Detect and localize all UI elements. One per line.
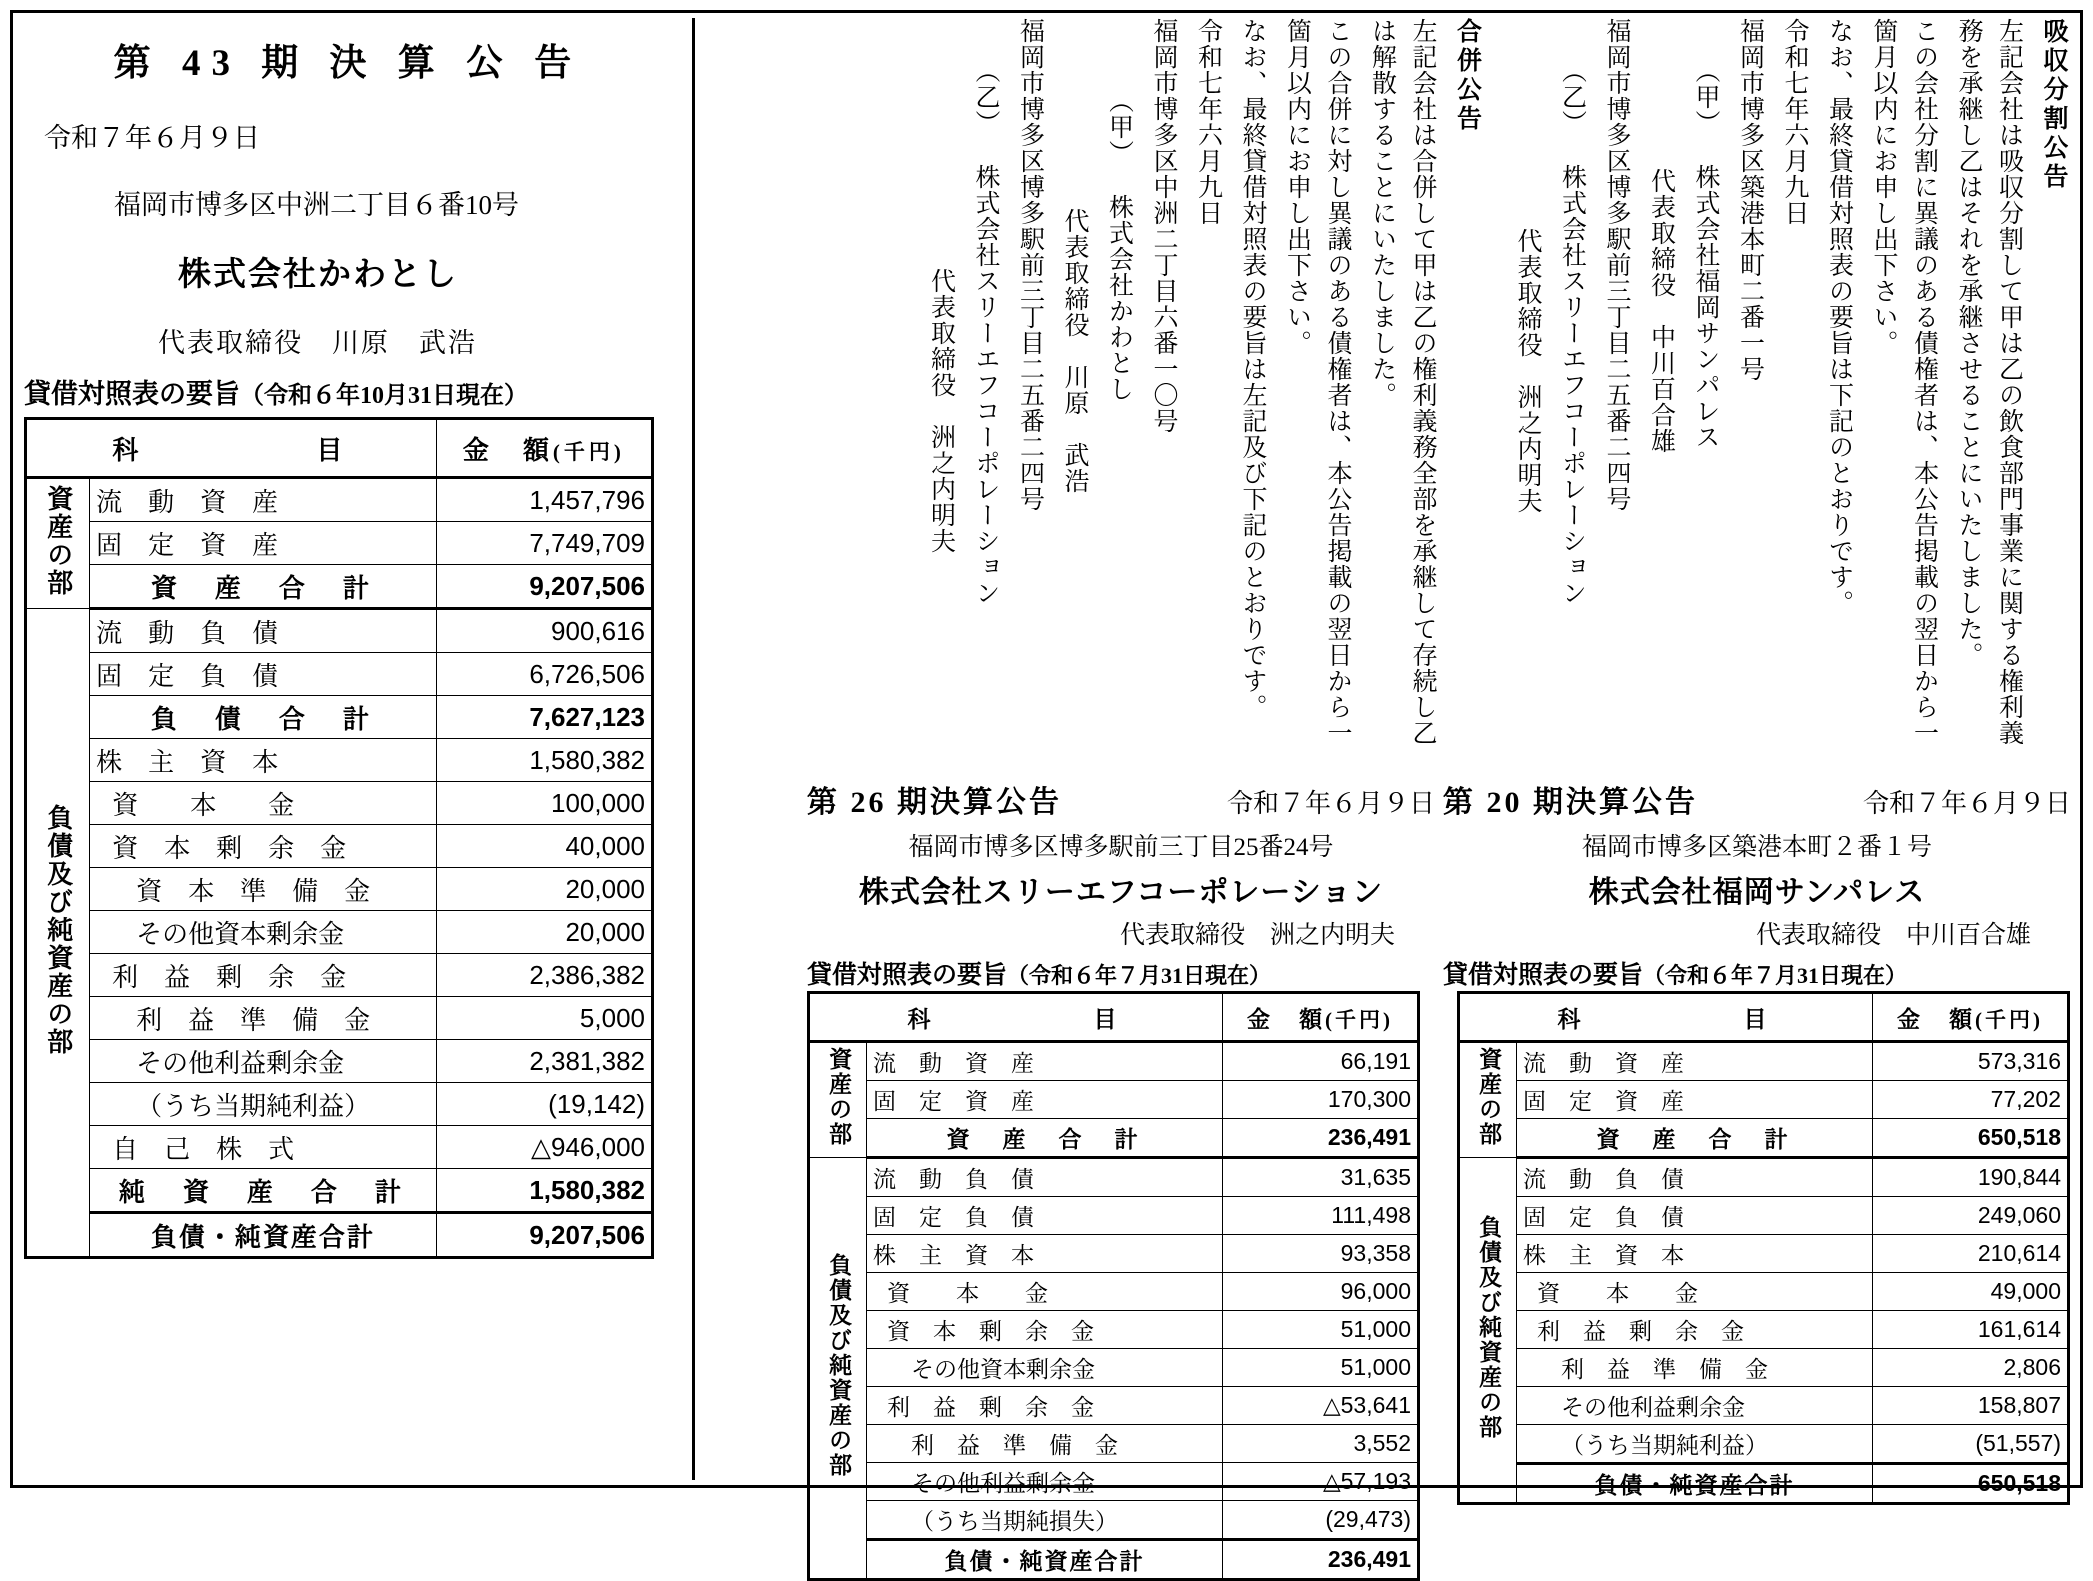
row-amount: 1,580,382 bbox=[436, 739, 652, 782]
table-row bbox=[26, 825, 653, 868]
announcement-date: 令和７年６月９日 bbox=[44, 123, 260, 153]
row-item: 固 定 資 産 bbox=[1517, 1081, 1873, 1119]
merger-notice-body3: なお、最終貸借対照表の要旨は左記及び下記のとおりです。 bbox=[1239, 18, 1266, 720]
row-amount: 2,381,382 bbox=[436, 1040, 652, 1083]
row-item: 固 定 負 債 bbox=[867, 1197, 1223, 1235]
table-row bbox=[1459, 1081, 2069, 1119]
split-notice-body1: 左記会社は吸収分割して甲は乙の飲食部門事業に関する権利義務を承継し乙はそれを承継させることにいたしました。 bbox=[1955, 18, 2023, 746]
merger-notice-heading-col bbox=[1444, 18, 1489, 753]
split-notice-body2: この会社分割に異議のある債権者は、本公告掲載の翌日から一箇月以内にお申し出下さい。 bbox=[1870, 18, 1938, 746]
merger-party-b-name: 株式会社スリーエフコーポレーション bbox=[972, 164, 999, 606]
row-item: 株 主 資 本 bbox=[867, 1235, 1223, 1273]
table-header-row bbox=[809, 993, 1419, 1042]
row-amount: 210,614 bbox=[1873, 1235, 2069, 1273]
split-notice-heading-col bbox=[2031, 18, 2076, 753]
row-item: 負債・純資産合計 bbox=[90, 1213, 437, 1258]
report-date: 令和７年６月９日 bbox=[1862, 789, 2071, 818]
bottom-reports bbox=[709, 777, 2075, 1581]
report-bs-date: （令和６年７月31日現在） bbox=[1643, 963, 1908, 988]
row-item: 流 動 資 産 bbox=[1517, 1042, 1873, 1081]
merger-party-b-rep: 代表取締役 洲之内明夫 bbox=[927, 268, 955, 554]
row-item: 流 動 資 産 bbox=[90, 478, 437, 522]
merger-party-b-address: 福岡市博多区博多駅前三丁目二五番二四号 bbox=[1016, 18, 1044, 512]
row-amount: 161,614 bbox=[1873, 1311, 2069, 1349]
row-item: 株 主 資 本 bbox=[1517, 1235, 1873, 1273]
merger-notice-body1: 左記会社は合併して甲は乙の権利義務全部を承継して存続し乙は解散することにいたしました。 bbox=[1368, 18, 1436, 746]
merger-notice-party-a-addr-col bbox=[1141, 18, 1186, 753]
row-amount: 249,060 bbox=[1873, 1197, 2069, 1235]
merger-notice-date-col bbox=[1185, 18, 1230, 753]
row-amount: 190,844 bbox=[1873, 1158, 2069, 1197]
report-representative: 代表取締役 中川百合雄 bbox=[1755, 922, 2031, 949]
table-row bbox=[1459, 1425, 2069, 1464]
table-row-total bbox=[26, 696, 653, 739]
split-notice-date-col bbox=[1772, 18, 1817, 753]
row-amount: (51,557) bbox=[1873, 1425, 2069, 1464]
split-notice-party-a-col bbox=[1683, 18, 1728, 793]
split-notice-body-col3 bbox=[1816, 18, 1861, 753]
report-company: 株式会社福岡サンパレス bbox=[1588, 876, 1926, 909]
row-item: 負 債 合 計 bbox=[90, 696, 437, 739]
balance-sheet-table-left bbox=[24, 417, 654, 1259]
row-item: その他利益剰余金 bbox=[90, 1040, 437, 1083]
merger-notice-date: 令和七年六月九日 bbox=[1194, 18, 1222, 226]
section-assets: 資産の部 bbox=[1459, 1042, 1517, 1158]
table-row-total bbox=[26, 565, 653, 609]
header-amount-text: 金 額 bbox=[1247, 1006, 1325, 1032]
table-row bbox=[26, 782, 653, 825]
split-party-b-rep: 代表取締役 洲之内明夫 bbox=[1514, 228, 1541, 514]
row-amount: 1,457,796 bbox=[436, 478, 652, 522]
row-item: 純 資 産 合 計 bbox=[90, 1169, 437, 1213]
table-row bbox=[26, 911, 653, 954]
balance-sheet-date: （令和６年10月31日現在） bbox=[240, 383, 528, 409]
table-row bbox=[1459, 1311, 2069, 1349]
row-amount: 96,000 bbox=[1223, 1273, 1419, 1311]
row-item: 資 産 合 計 bbox=[1517, 1119, 1873, 1158]
row-amount: △53,641 bbox=[1223, 1387, 1419, 1425]
row-item: 固 定 資 産 bbox=[90, 522, 437, 565]
balance-sheet-table-right bbox=[1457, 991, 2070, 1505]
row-amount: 2,386,382 bbox=[436, 954, 652, 997]
row-item: （うち当期純利益） bbox=[90, 1083, 437, 1126]
split-party-a-address: 福岡市博多区築港本町二番一号 bbox=[1736, 18, 1764, 382]
report-title: 第 26 期決算公告 bbox=[807, 786, 1062, 819]
merger-notice-party-b-addr-col bbox=[1007, 18, 1052, 753]
table-row bbox=[26, 997, 653, 1040]
merger-party-a-mark: （甲） bbox=[1105, 88, 1133, 166]
row-item: 資 本 金 bbox=[1517, 1273, 1873, 1311]
row-amount: 111,498 bbox=[1223, 1197, 1419, 1235]
row-item: 固 定 負 債 bbox=[1517, 1197, 1873, 1235]
header-item: 科 目 bbox=[809, 993, 1223, 1042]
row-amount: 40,000 bbox=[436, 825, 652, 868]
row-amount: △57,193 bbox=[1223, 1463, 1419, 1501]
report-bs-title-text: 貸借対照表の要旨 bbox=[807, 962, 1008, 989]
split-party-b-address: 福岡市博多区博多駅前三丁目二五番二四号 bbox=[1603, 18, 1630, 512]
table-row bbox=[809, 1387, 1419, 1425]
row-amount: 93,358 bbox=[1223, 1235, 1419, 1273]
split-notice-body-col2 bbox=[1861, 18, 1946, 753]
row-amount: 66,191 bbox=[1223, 1042, 1419, 1081]
header-amount bbox=[436, 419, 652, 478]
table-row bbox=[1459, 1387, 2069, 1425]
table-row bbox=[26, 653, 653, 696]
section-liabilities: 負債及び純資産の部 bbox=[809, 1158, 867, 1580]
row-item: 負債・純資産合計 bbox=[1517, 1464, 1873, 1504]
row-amount: 2,806 bbox=[1873, 1349, 2069, 1387]
table-row bbox=[26, 609, 653, 653]
header-amount-unit: (千円) bbox=[1325, 1007, 1393, 1032]
split-notice-party-b-addr-col bbox=[1594, 18, 1639, 753]
merger-notice-heading: 合併公告 bbox=[1453, 18, 1481, 134]
row-amount: 7,627,123 bbox=[436, 696, 652, 739]
table-row bbox=[1459, 1273, 2069, 1311]
row-item: 資 本 金 bbox=[867, 1273, 1223, 1311]
merger-party-a-rep: 代表取締役 川原 武浩 bbox=[1061, 208, 1088, 494]
row-item: 流 動 負 債 bbox=[867, 1158, 1223, 1197]
section-assets: 資産の部 bbox=[809, 1042, 867, 1158]
split-notice-body-col bbox=[1946, 18, 2031, 753]
row-item: 固 定 資 産 bbox=[867, 1081, 1223, 1119]
row-amount: 650,518 bbox=[1873, 1119, 2069, 1158]
row-item: 利 益 準 備 金 bbox=[867, 1425, 1223, 1463]
header-amount bbox=[1223, 993, 1419, 1042]
row-item: その他利益剰余金 bbox=[867, 1463, 1223, 1501]
split-party-b-mark: （乙） bbox=[1558, 58, 1586, 136]
report-company: 株式会社スリーエフコーポレーション bbox=[858, 876, 1384, 909]
row-amount: 5,000 bbox=[436, 997, 652, 1040]
row-item: 株 主 資 本 bbox=[90, 739, 437, 782]
report-header bbox=[807, 777, 1435, 821]
left-announcement bbox=[18, 18, 678, 1480]
row-amount: 7,749,709 bbox=[436, 522, 652, 565]
row-item: 資 産 合 計 bbox=[867, 1119, 1223, 1158]
row-amount: 51,000 bbox=[1223, 1349, 1419, 1387]
split-party-a-mark: （甲） bbox=[1692, 58, 1719, 136]
header-amount-text: 金 額 bbox=[1897, 1006, 1975, 1032]
row-amount: 49,000 bbox=[1873, 1273, 2069, 1311]
report-title: 第 20 期決算公告 bbox=[1443, 786, 1698, 819]
row-amount: 9,207,506 bbox=[436, 1213, 652, 1258]
row-amount: 236,491 bbox=[1223, 1119, 1419, 1158]
header-amount-unit: (千円) bbox=[1975, 1007, 2043, 1032]
report-address: 福岡市博多区築港本町２番１号 bbox=[1581, 834, 1932, 861]
row-item: 資 本 剰 余 金 bbox=[90, 825, 437, 868]
header-amount-text: 金 額 bbox=[462, 435, 553, 465]
row-amount: 77,202 bbox=[1873, 1081, 2069, 1119]
table-row bbox=[26, 1126, 653, 1169]
section-liabilities: 負債及び純資産の部 bbox=[26, 609, 90, 1258]
table-row-total bbox=[1459, 1119, 2069, 1158]
table-row bbox=[1459, 1349, 2069, 1387]
row-amount: 900,616 bbox=[436, 609, 652, 653]
report-address: 福岡市博多区博多駅前三丁目25番24号 bbox=[908, 834, 1334, 861]
row-item: 固 定 負 債 bbox=[90, 653, 437, 696]
row-item: 流 動 資 産 bbox=[867, 1042, 1223, 1081]
company-address: 福岡市博多区中洲二丁目６番10号 bbox=[114, 190, 519, 220]
row-amount: 650,518 bbox=[1873, 1464, 2069, 1504]
row-item: 資 本 剰 余 金 bbox=[867, 1311, 1223, 1349]
report-three-f-corporation bbox=[803, 777, 1439, 1581]
row-amount: 158,807 bbox=[1873, 1387, 2069, 1425]
row-item: （うち当期純損失） bbox=[867, 1501, 1223, 1540]
row-amount: 31,635 bbox=[1223, 1158, 1419, 1197]
table-row-total bbox=[26, 1169, 653, 1213]
row-amount: 3,552 bbox=[1223, 1425, 1419, 1463]
row-item: 資 本 準 備 金 bbox=[90, 868, 437, 911]
table-row bbox=[26, 522, 653, 565]
representative-name: 代表取締役 川原 武浩 bbox=[158, 328, 477, 358]
row-amount: 236,491 bbox=[1223, 1540, 1419, 1580]
merger-notice-party-b-col bbox=[963, 18, 1008, 793]
report-representative: 代表取締役 洲之内明夫 bbox=[1119, 922, 1395, 949]
table-row bbox=[26, 1083, 653, 1126]
row-amount: 6,726,506 bbox=[436, 653, 652, 696]
report-bs-title bbox=[807, 955, 1435, 991]
page-title: 第 43 期 決 算 公 告 bbox=[113, 43, 583, 84]
report-bs-date: （令和６年７月31日現在） bbox=[1007, 963, 1272, 988]
company-name: 株式会社かわとし bbox=[178, 257, 458, 293]
split-notice-party-a-addr-col bbox=[1727, 18, 1772, 753]
merger-notice-body-col2 bbox=[1274, 18, 1359, 753]
split-party-b-name: 株式会社スリーエフコーポレーション bbox=[1558, 164, 1586, 606]
table-row bbox=[1459, 1197, 2069, 1235]
split-party-a-name: 株式会社福岡サンパレス bbox=[1692, 164, 1719, 450]
table-row bbox=[809, 1311, 1419, 1349]
table-header-row bbox=[26, 419, 653, 478]
row-amount: (29,473) bbox=[1223, 1501, 1419, 1540]
row-amount: 20,000 bbox=[436, 868, 652, 911]
merger-notice bbox=[918, 18, 1489, 763]
section-assets: 資産の部 bbox=[26, 478, 90, 609]
row-amount: 573,316 bbox=[1873, 1042, 2069, 1081]
report-bs-title bbox=[1443, 955, 2071, 991]
table-row bbox=[1459, 1042, 2069, 1081]
row-item: （うち当期純利益） bbox=[1517, 1425, 1873, 1464]
absorption-split-notice bbox=[1505, 18, 2076, 763]
row-amount: 100,000 bbox=[436, 782, 652, 825]
row-item: 利 益 剰 余 金 bbox=[1517, 1311, 1873, 1349]
vertical-notices bbox=[709, 18, 2075, 763]
row-amount: 170,300 bbox=[1223, 1081, 1419, 1119]
row-amount: 1,580,382 bbox=[436, 1169, 652, 1213]
split-notice-body3: なお、最終貸借対照表の要旨は下記のとおりです。 bbox=[1825, 18, 1853, 616]
table-row bbox=[26, 1040, 653, 1083]
table-row-total bbox=[809, 1540, 1419, 1580]
row-amount: 20,000 bbox=[436, 911, 652, 954]
table-row bbox=[26, 868, 653, 911]
header-amount-unit: (千円) bbox=[552, 439, 625, 464]
row-item: その他利益剰余金 bbox=[1517, 1387, 1873, 1425]
row-amount: △946,000 bbox=[436, 1126, 652, 1169]
table-header-row bbox=[1459, 993, 2069, 1042]
split-notice-party-a-rep-col bbox=[1638, 18, 1683, 903]
table-row bbox=[809, 1425, 1419, 1463]
row-item: その他資本剰余金 bbox=[867, 1349, 1223, 1387]
vertical-divider bbox=[692, 18, 695, 1480]
report-date: 令和７年６月９日 bbox=[1226, 789, 1435, 818]
table-row-total bbox=[809, 1119, 1419, 1158]
row-amount: (19,142) bbox=[436, 1083, 652, 1126]
merger-party-b-mark: （乙） bbox=[972, 58, 999, 136]
row-item: 資 本 金 bbox=[90, 782, 437, 825]
report-header bbox=[1443, 777, 2071, 821]
table-row bbox=[809, 1349, 1419, 1387]
table-row bbox=[1459, 1158, 2069, 1197]
table-row bbox=[809, 1197, 1419, 1235]
report-bs-title-text: 貸借対照表の要旨 bbox=[1443, 962, 1644, 989]
balance-sheet-title bbox=[24, 372, 678, 411]
table-row-total bbox=[26, 1213, 653, 1258]
split-notice-heading: 吸収分割公告 bbox=[2040, 18, 2067, 192]
header-amount bbox=[1873, 993, 2069, 1042]
split-notice-party-b-col bbox=[1549, 18, 1594, 793]
merger-notice-body-col3 bbox=[1230, 18, 1275, 753]
row-item: 流 動 負 債 bbox=[1517, 1158, 1873, 1197]
table-row bbox=[809, 1273, 1419, 1311]
split-party-a-rep: 代表取締役 中川百合雄 bbox=[1647, 168, 1675, 454]
table-row bbox=[809, 1158, 1419, 1197]
balance-sheet-title-text: 貸借対照表の要旨 bbox=[24, 379, 240, 409]
row-amount: 9,207,506 bbox=[436, 565, 652, 609]
merger-notice-party-a-col bbox=[1096, 18, 1141, 823]
row-item: 利 益 剰 余 金 bbox=[90, 954, 437, 997]
table-row bbox=[26, 739, 653, 782]
table-row bbox=[809, 1042, 1419, 1081]
table-row bbox=[809, 1081, 1419, 1119]
merger-party-a-address: 福岡市博多区中洲二丁目六番一〇号 bbox=[1150, 18, 1177, 434]
row-item: 流 動 負 債 bbox=[90, 609, 437, 653]
merger-party-a-name: 株式会社かわとし bbox=[1105, 194, 1133, 402]
section-liabilities: 負債及び純資産の部 bbox=[1459, 1158, 1517, 1504]
merger-notice-body2: この合併に対し異議のある債権者は、本公告掲載の翌日から一箇月以内にお申し出下さい。 bbox=[1283, 18, 1351, 746]
split-notice-date: 令和七年六月九日 bbox=[1781, 18, 1808, 226]
header-item: 科 目 bbox=[1459, 993, 1873, 1042]
table-row bbox=[1459, 1235, 2069, 1273]
table-row bbox=[809, 1501, 1419, 1540]
row-item: 自 己 株 式 bbox=[90, 1126, 437, 1169]
merger-notice-body-col bbox=[1359, 18, 1444, 753]
row-item: 利 益 準 備 金 bbox=[90, 997, 437, 1040]
report-fukuoka-sunpalace bbox=[1439, 777, 2075, 1581]
page-content bbox=[18, 18, 2075, 1574]
row-amount: 51,000 bbox=[1223, 1311, 1419, 1349]
row-item: 負債・純資産合計 bbox=[867, 1540, 1223, 1580]
row-item: その他資本剰余金 bbox=[90, 911, 437, 954]
table-row bbox=[26, 954, 653, 997]
header-item: 科 目 bbox=[26, 419, 437, 478]
balance-sheet-table-mid bbox=[807, 991, 1420, 1581]
table-row bbox=[809, 1235, 1419, 1273]
row-item: 利 益 準 備 金 bbox=[1517, 1349, 1873, 1387]
row-item: 利 益 剰 余 金 bbox=[867, 1387, 1223, 1425]
table-row bbox=[809, 1463, 1419, 1501]
row-item: 資 産 合 計 bbox=[90, 565, 437, 609]
table-row bbox=[26, 478, 653, 522]
